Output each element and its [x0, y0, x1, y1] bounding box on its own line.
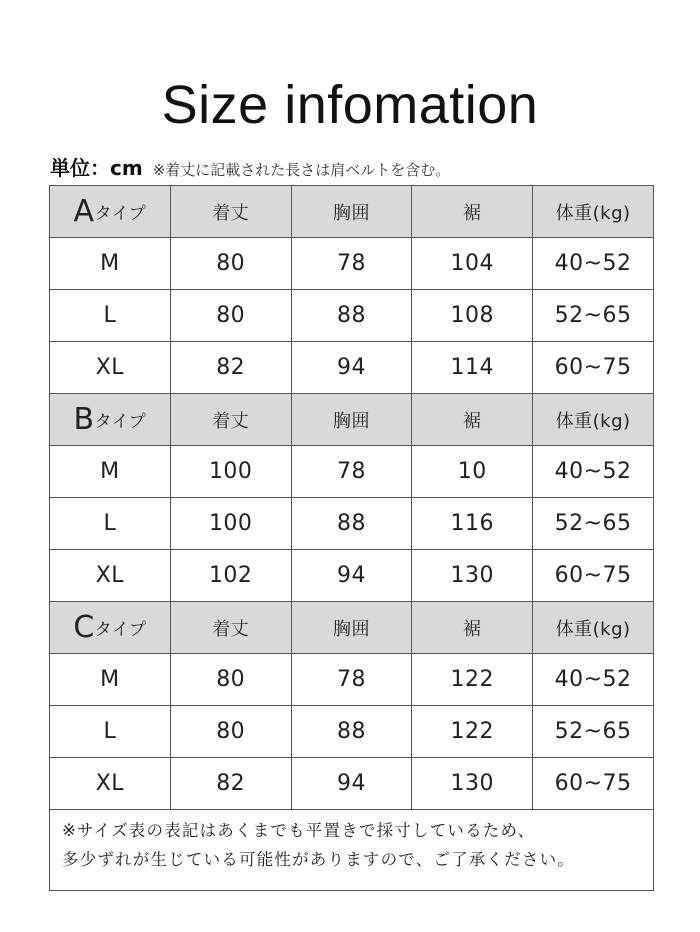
table-row [50, 654, 654, 706]
type-suffix: タイプ [94, 204, 147, 224]
table-row [50, 446, 654, 498]
hem-cell: 130 [412, 758, 533, 810]
weight-cell: 60~75 [533, 342, 654, 394]
table-row [50, 238, 654, 290]
size-cell: M [50, 238, 171, 290]
type-label [50, 394, 171, 446]
column-header: 体重(kg) [533, 394, 654, 446]
chest-cell: 94 [291, 758, 412, 810]
hem-cell: 122 [412, 706, 533, 758]
hem-cell: 108 [412, 290, 533, 342]
weight-cell: 52~65 [533, 290, 654, 342]
weight-cell: 60~75 [533, 758, 654, 810]
column-header: 裾 [412, 186, 533, 238]
weight-cell: 52~65 [533, 706, 654, 758]
table-row [50, 290, 654, 342]
length-cell: 100 [170, 446, 291, 498]
type-letter: A [73, 194, 95, 229]
size-cell: L [50, 290, 171, 342]
weight-cell: 52~65 [533, 498, 654, 550]
column-header: 着丈 [170, 186, 291, 238]
footnote-line-2: 多少ずれが生じている可能性がありますので、ご了承ください。 [62, 850, 575, 869]
column-header: 体重(kg) [533, 602, 654, 654]
size-table [49, 185, 654, 891]
type-label [50, 602, 171, 654]
weight-cell: 60~75 [533, 550, 654, 602]
column-header: 体重(kg) [533, 186, 654, 238]
column-header: 着丈 [170, 394, 291, 446]
hem-cell: 116 [412, 498, 533, 550]
chest-cell: 94 [291, 342, 412, 394]
column-header: 胸囲 [291, 602, 412, 654]
type-header-row [50, 602, 654, 654]
type-letter: C [73, 610, 95, 645]
size-cell: M [50, 654, 171, 706]
chest-cell: 88 [291, 706, 412, 758]
column-header: 裾 [412, 394, 533, 446]
hem-cell: 104 [412, 238, 533, 290]
size-table-body [50, 186, 654, 810]
length-cell: 100 [170, 498, 291, 550]
column-header: 胸囲 [291, 186, 412, 238]
weight-cell: 40~52 [533, 654, 654, 706]
size-cell: L [50, 706, 171, 758]
length-cell: 80 [170, 238, 291, 290]
table-row [50, 550, 654, 602]
size-cell: XL [50, 758, 171, 810]
page-title: Size infomation [161, 75, 539, 135]
size-cell: L [50, 498, 171, 550]
type-letter: B [73, 402, 95, 437]
hem-cell: 130 [412, 550, 533, 602]
hem-cell: 10 [412, 446, 533, 498]
hem-cell: 122 [412, 654, 533, 706]
size-cell: M [50, 446, 171, 498]
type-suffix: タイプ [94, 412, 147, 432]
type-header-row [50, 394, 654, 446]
length-cell: 80 [170, 654, 291, 706]
length-cell: 102 [170, 550, 291, 602]
size-cell: XL [50, 550, 171, 602]
chest-cell: 78 [291, 654, 412, 706]
weight-cell: 40~52 [533, 238, 654, 290]
chest-cell: 94 [291, 550, 412, 602]
table-row [50, 342, 654, 394]
length-cell: 82 [170, 758, 291, 810]
chest-cell: 78 [291, 446, 412, 498]
unit-line [50, 152, 670, 178]
type-suffix: タイプ [94, 620, 147, 640]
type-header-row [50, 186, 654, 238]
chest-cell: 78 [291, 238, 412, 290]
column-header: 胸囲 [291, 394, 412, 446]
unit-label: 単位：cm [50, 156, 143, 180]
length-cell: 82 [170, 342, 291, 394]
footnote-row [50, 810, 654, 891]
table-row [50, 498, 654, 550]
type-label [50, 186, 171, 238]
footnote-cell [50, 810, 654, 891]
length-cell: 80 [170, 706, 291, 758]
weight-cell: 40~52 [533, 446, 654, 498]
chest-cell: 88 [291, 498, 412, 550]
length-cell: 80 [170, 290, 291, 342]
chest-cell: 88 [291, 290, 412, 342]
footnote-line-1: ※サイズ表の表記はあくまでも平置きで採寸しているため、 [62, 821, 536, 840]
table-row [50, 706, 654, 758]
table-row [50, 758, 654, 810]
unit-note: ※着丈に記載された長さは肩ベルトを含む。 [152, 161, 451, 179]
column-header: 裾 [412, 602, 533, 654]
column-header: 着丈 [170, 602, 291, 654]
size-cell: XL [50, 342, 171, 394]
hem-cell: 114 [412, 342, 533, 394]
